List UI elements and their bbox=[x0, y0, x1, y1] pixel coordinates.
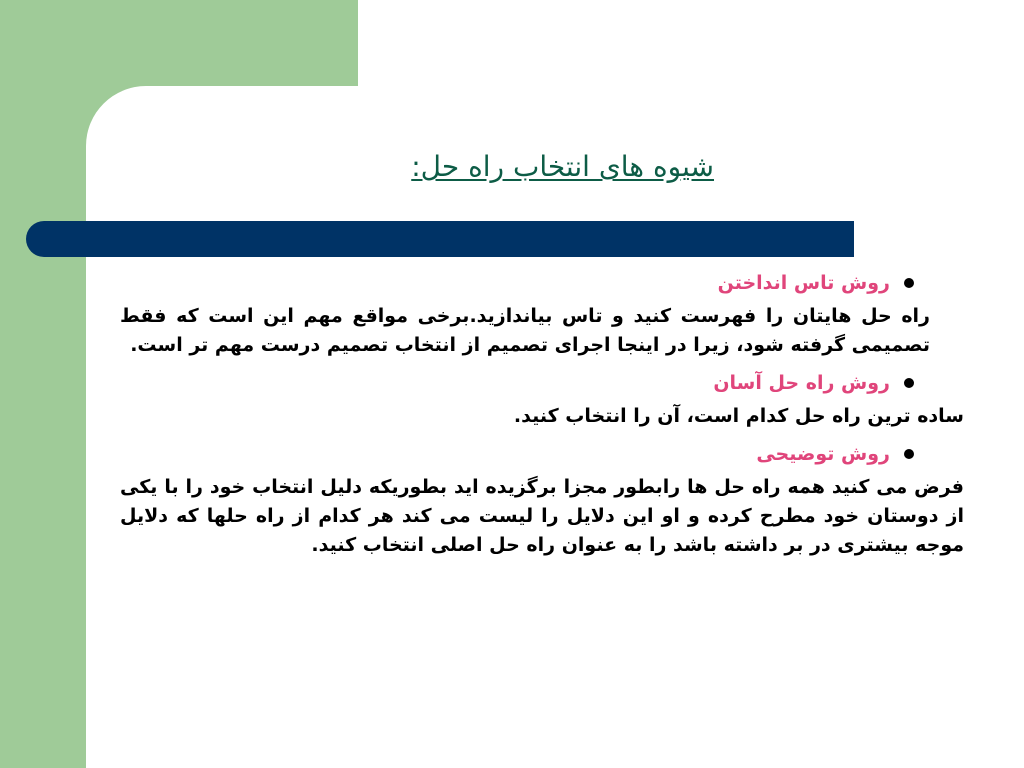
bullet-heading-text: روش توضیحی bbox=[756, 443, 890, 465]
slide-title: شیوه های انتخاب راه حل: bbox=[411, 150, 714, 183]
bullet-heading-explanatory bbox=[100, 435, 948, 473]
bullet-heading-text: روش تاس انداختن bbox=[717, 272, 890, 294]
bullet-heading-easy bbox=[100, 364, 948, 402]
paragraph-explanatory: فرض می کنید همه راه حل ها رابطور مجزا برگزیده اید بطوریکه دلیل انتخاب خود را با یکی از دوستان خود مطرح کرده و او این دلایل را لیست می کند هر کدام از راه حلها که دلایل موجه بیشتری در بر داشته باشد را به عنوان راه حل اصلی انتخاب کنید. bbox=[120, 476, 964, 556]
bullet-dot-icon bbox=[904, 378, 914, 388]
green-side-strip bbox=[0, 0, 86, 768]
slide-content bbox=[100, 264, 964, 560]
bullet-dot-icon bbox=[904, 449, 914, 459]
bullet-heading-dice bbox=[100, 264, 948, 302]
title-divider-bar bbox=[26, 221, 854, 257]
green-top-block bbox=[0, 0, 358, 86]
paragraph-dice: راه حل هایتان را فهرست کنید و تاس بیاندازید.برخی مواقع مهم این است که فقط تصمیمی گرفته شود، زیرا در اینجا اجرای تصمیم از انتخاب تصمیم درست مهم تر است. bbox=[120, 305, 930, 356]
bullet-heading-text: روش راه حل آسان bbox=[713, 372, 890, 394]
paragraph-easy: ساده ترین راه حل کدام است، آن را انتخاب کنید. bbox=[513, 405, 964, 427]
corner-curve bbox=[86, 86, 146, 146]
bullet-dot-icon bbox=[904, 278, 914, 288]
